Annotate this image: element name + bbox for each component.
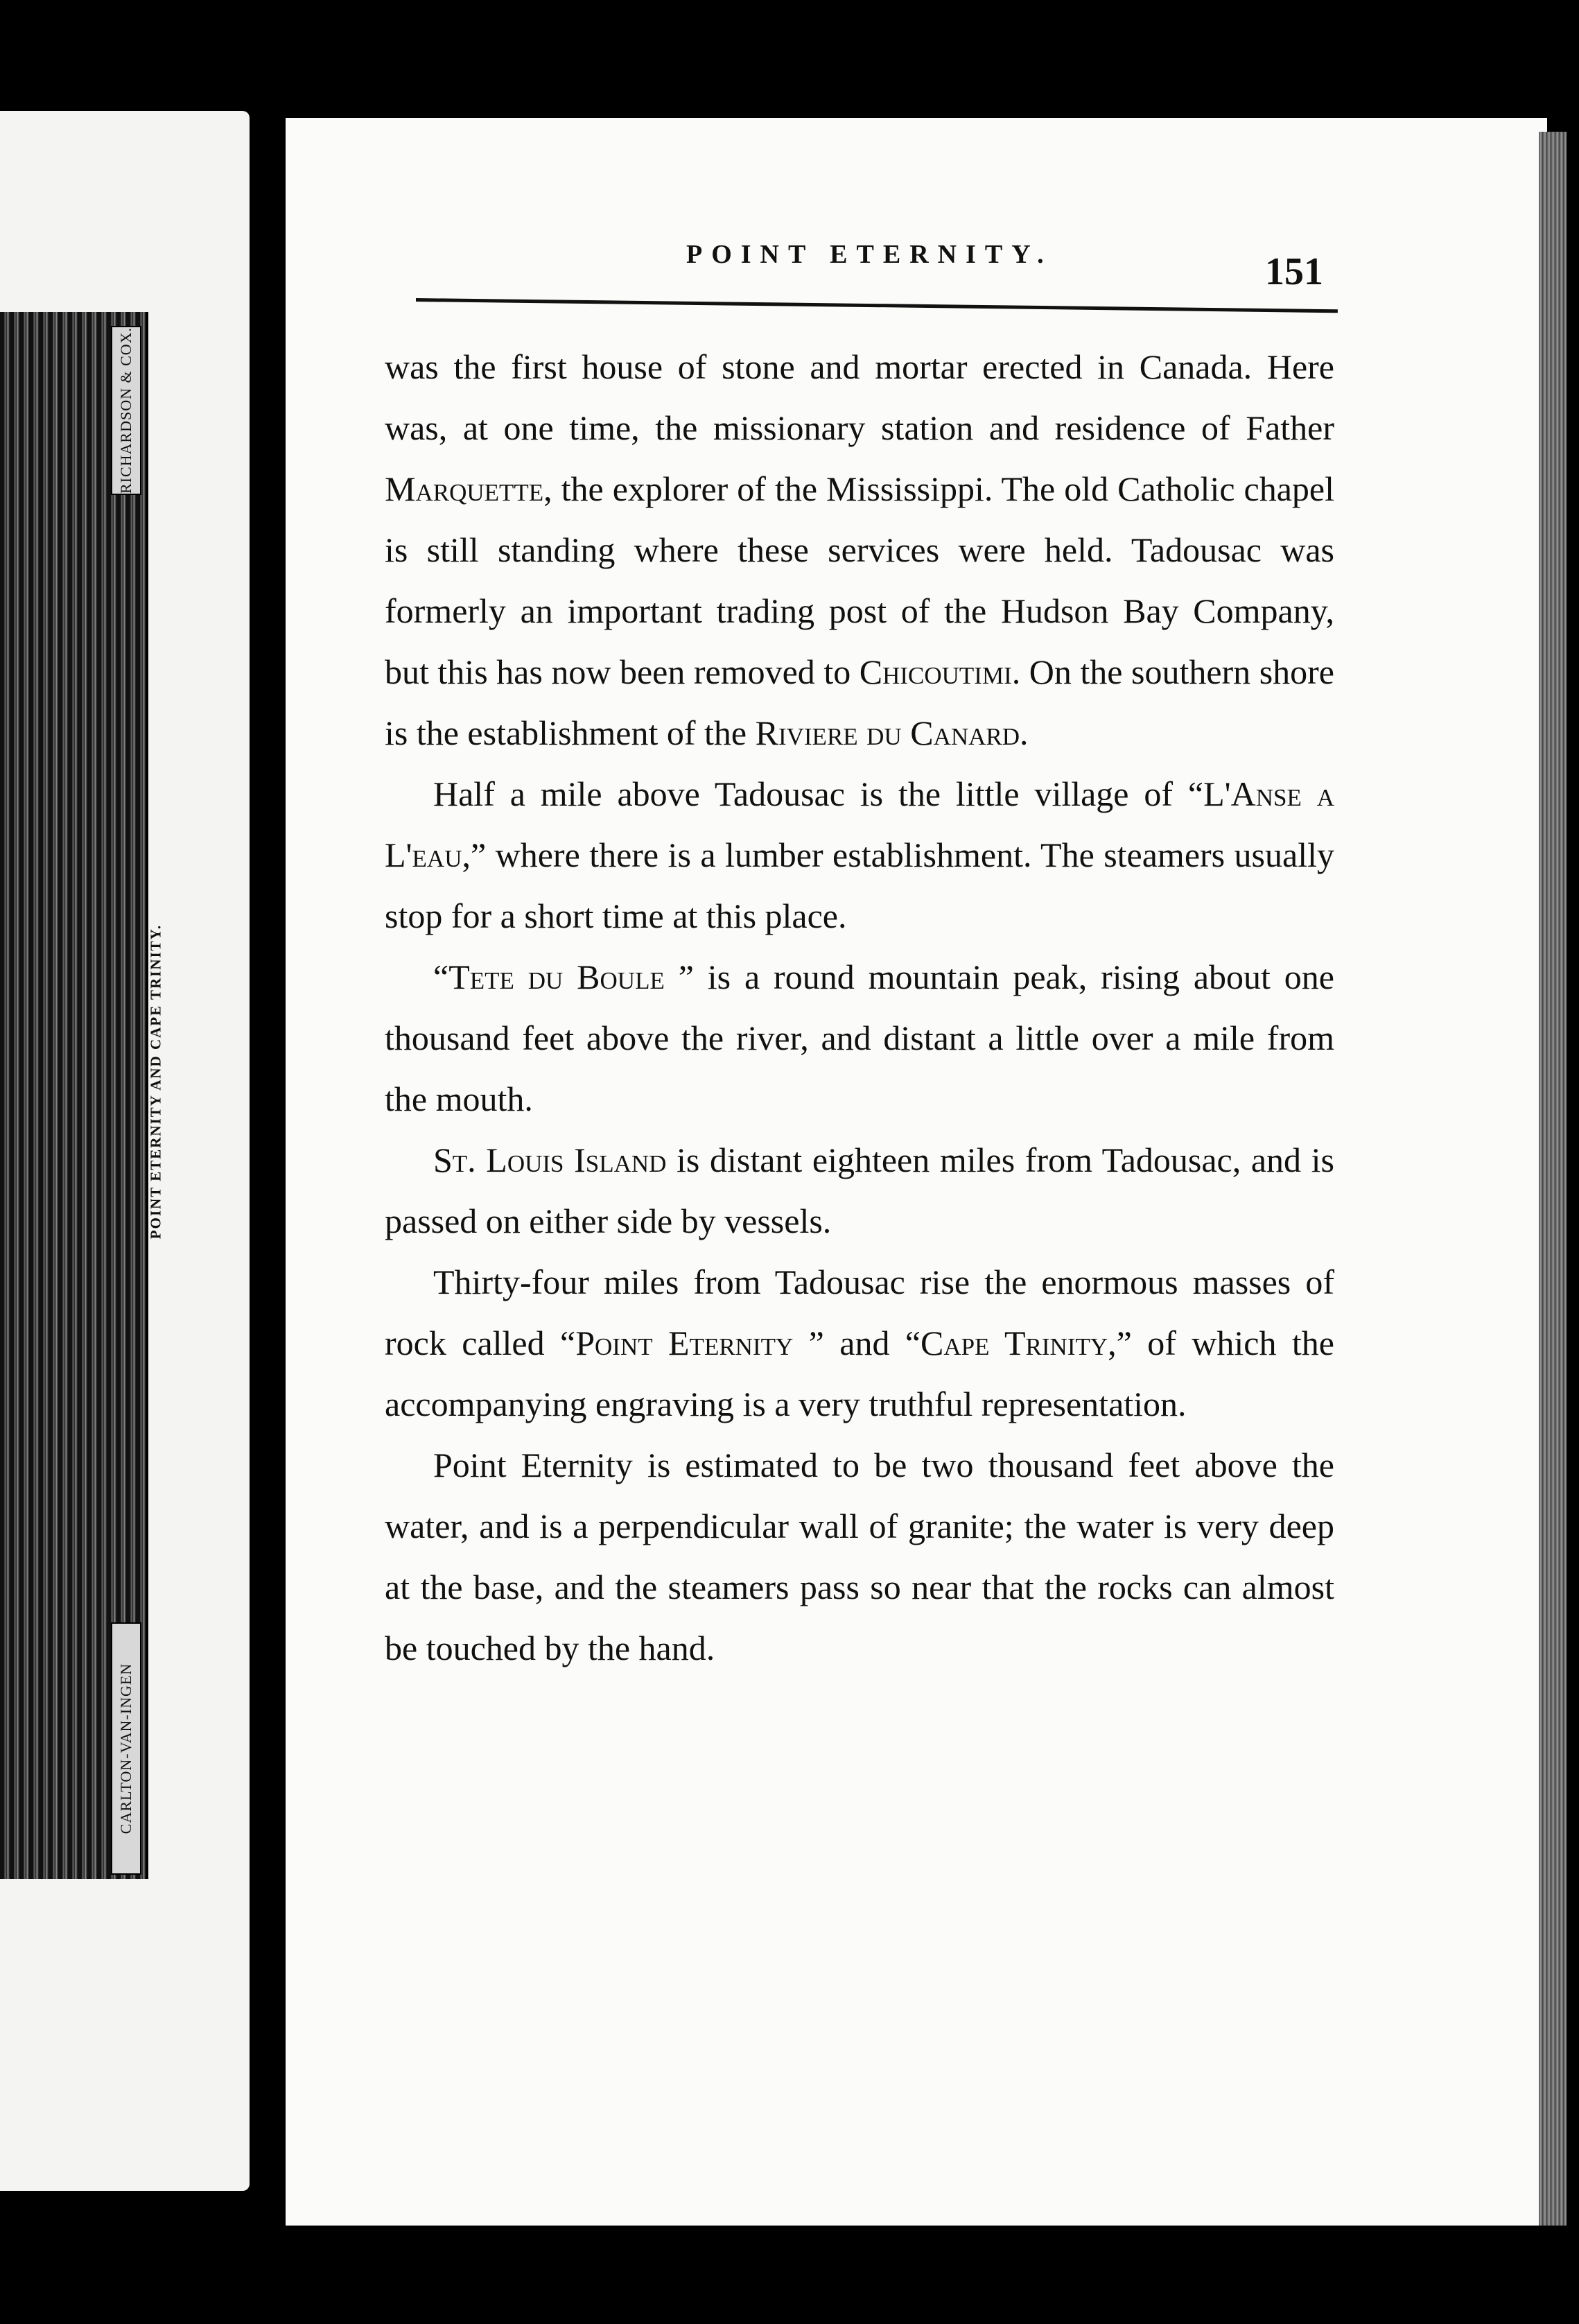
paragraph-1-text-d: . [1020,713,1029,752]
paragraph-2-text-a: Half a mile above Tadousac is the little village of “ [433,774,1204,813]
name-riviere-du-canard: Riviere du Canard [755,713,1020,752]
plate-caption-text: POINT ETERNITY AND CAPE TRINITY. [147,923,164,1240]
name-tete-du-boule: Tete du Boule [448,957,665,996]
engraver-credit-top [111,326,141,495]
name-lanse-a-leau: L'Anse a L'eau [385,774,1334,874]
engraver-credit-top-text: RICHARDSON & COX. [117,327,134,494]
engraver-credit-bottom [111,1622,141,1875]
paragraph-1-text-a: was the first house of stone and mortar erected in Canada. Here was, at one time, the missionary station and residence of Father [385,347,1334,447]
paragraph-2 [385,763,1334,946]
body-text [385,336,1334,1679]
paragraph-5-text-b: ” and “ [793,1324,921,1362]
name-point-eternity: Point Eternity [575,1324,794,1362]
paragraph-1 [385,336,1334,763]
name-cape-trinity: Cape Trinity [921,1324,1108,1362]
paragraph-5-text-a: Thirty-four miles from Tadousac rise the enormous masses of rock called “ [385,1263,1334,1362]
paragraph-3-text-b: ” is a round mountain peak, rising about one thousand feet above the river, and distant a little over a mile from the mouth. [385,957,1334,1118]
paragraph-5 [385,1251,1334,1434]
paragraph-1-text-c: . On the southern shore is the establishment of the [385,652,1334,752]
running-head: POINT ETERNITY. [686,240,1053,269]
paragraph-5-text-c: ,” of which the accompanying engraving is a very truthful representation. [385,1324,1334,1423]
paragraph-4 [385,1129,1334,1251]
engraver-credit-bottom-text: CARLTON-VAN-INGEN [117,1663,134,1835]
name-chicoutimi: Chicoutimi [859,652,1012,691]
plate-caption [135,860,177,1303]
paragraph-3 [385,946,1334,1129]
paragraph-3-text-a: “ [433,957,449,996]
name-marquette: Marquette [385,469,544,508]
book-gutter [256,111,284,2219]
paragraph-6 [385,1434,1334,1679]
paragraph-6-text-a: Point Eternity is estimated to be two thousand feet above the water, and is a perpendicular wall of granite; the water is very deep at the base, and the steamers pass so near that the rocks can almost be touched by the hand. [385,1446,1334,1667]
paragraph-4-text-a: is distant eighteen miles from Tadousac, and is passed on either side by vessels. [385,1141,1334,1240]
page-edge [1539,132,1567,2226]
name-st-louis-island: St. Louis Island [433,1141,667,1179]
page-number: 151 [1265,250,1323,293]
paragraph-1-text-b: , the explorer of the Mississippi. The old Catholic chapel is still standing where these services were held. Tadousac was formerly an important trading post of the Hudson Bay Company, but this has now been removed to [385,469,1334,691]
paragraph-2-text-b: ,” where there is a lumber establishment. The steamers usually stop for a short time at this place. [385,835,1334,935]
